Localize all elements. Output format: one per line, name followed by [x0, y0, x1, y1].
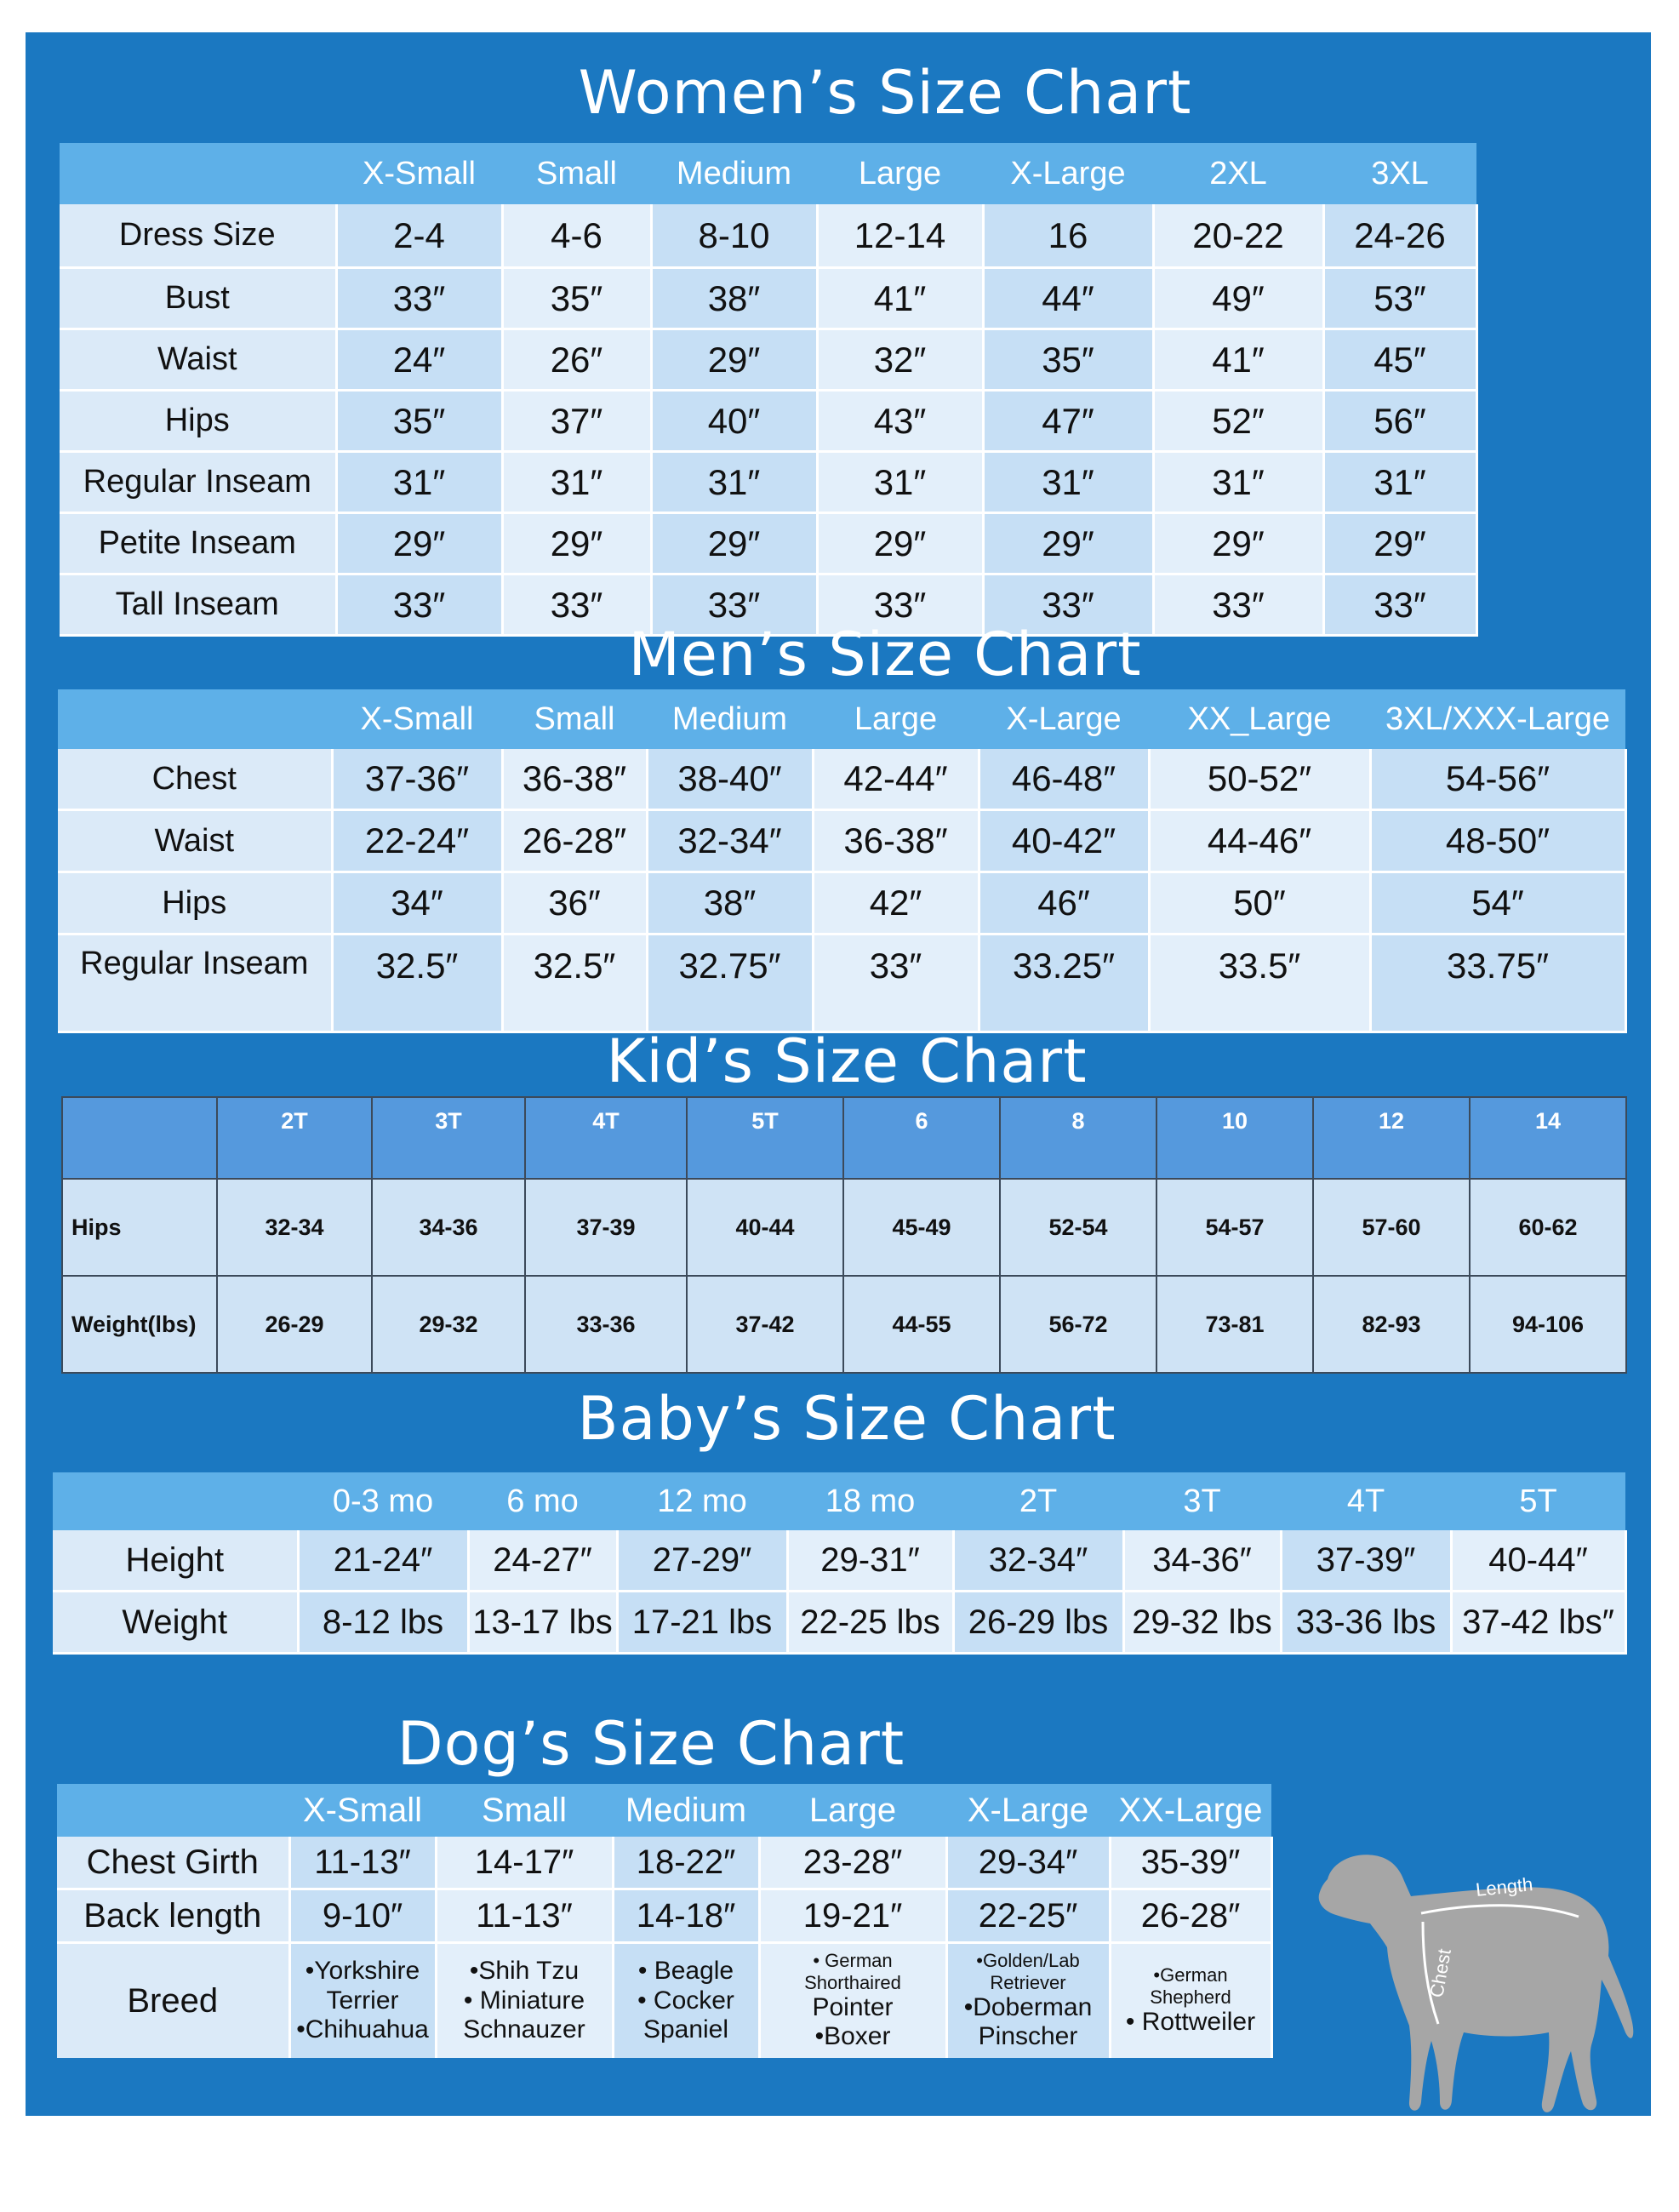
kids-size-header: 3T: [372, 1097, 525, 1179]
men-header-corner: [58, 689, 332, 749]
women-cell: 16: [983, 204, 1153, 268]
baby-size-header: 3T: [1123, 1472, 1281, 1530]
kids-size-header: 5T: [687, 1097, 843, 1179]
kids-cell: 82-93: [1313, 1276, 1470, 1373]
kids-row-label: Weight(lbs): [62, 1276, 217, 1373]
dog-size-header: Large: [759, 1784, 946, 1837]
kids-cell: 73-81: [1156, 1276, 1313, 1373]
men-size-header: X-Large: [979, 689, 1149, 749]
dog-size-header: Medium: [613, 1784, 759, 1837]
women-size-table: [60, 143, 1478, 637]
baby-cell: 17-21 lbs: [617, 1592, 787, 1654]
baby-size-table: [53, 1472, 1627, 1655]
women-cell: 31″: [1153, 452, 1323, 513]
women-cell: 31″: [817, 452, 983, 513]
women-cell: 31″: [983, 452, 1153, 513]
men-cell: 42″: [813, 872, 979, 935]
women-size-header: X-Small: [336, 143, 502, 204]
men-size-header: XX_Large: [1149, 689, 1370, 749]
dog-breed-line: Retriever: [990, 1971, 1066, 1993]
dog-cell: 9-10″: [289, 1889, 436, 1943]
women-cell: 12-14: [817, 204, 983, 268]
women-cell: 45″: [1323, 329, 1476, 391]
baby-row-weight: [53, 1592, 1625, 1654]
women-cell: 29″: [983, 513, 1153, 574]
dog-breed-line: Shepherd: [1150, 1986, 1231, 2008]
kids-cell: 32-34: [217, 1179, 372, 1276]
men-cell: 42-44″: [813, 749, 979, 810]
baby-row-label: Height: [53, 1530, 298, 1592]
men-cell: 40-42″: [979, 810, 1149, 872]
women-row-label: Dress Size: [60, 204, 336, 268]
dog-breed-cell: [1110, 1943, 1271, 2059]
women-size-header: 3XL: [1323, 143, 1476, 204]
dog-row-back-length: [57, 1889, 1271, 1943]
women-cell: 56″: [1323, 391, 1476, 452]
kids-header-corner: [62, 1097, 217, 1179]
women-size-header: 2XL: [1153, 143, 1323, 204]
dog-row-label: Back length: [57, 1889, 289, 1943]
women-cell: 35″: [502, 268, 651, 329]
kids-cell: 45-49: [843, 1179, 1000, 1276]
baby-chart-title: Baby’s Size Chart: [577, 1384, 1116, 1454]
dog-breed-line: •Yorkshire: [305, 1957, 420, 1986]
dog-breed-line: Terrier: [326, 1986, 399, 2015]
women-cell: 49″: [1153, 268, 1323, 329]
kids-cell: 54-57: [1156, 1179, 1313, 1276]
dog-breed-line: Pointer: [812, 1992, 894, 2021]
men-cell: 34″: [332, 872, 502, 935]
dog-breed-line: Schnauzer: [463, 2015, 585, 2044]
baby-size-header: 6 mo: [468, 1472, 617, 1530]
kids-cell: 37-42: [687, 1276, 843, 1373]
kids-size-header: 12: [1313, 1097, 1470, 1179]
kids-size-header: 4T: [525, 1097, 687, 1179]
kids-cell: 26-29: [217, 1276, 372, 1373]
women-cell: 41″: [1153, 329, 1323, 391]
women-cell: 40″: [651, 391, 817, 452]
kids-row-hips: [62, 1179, 1626, 1276]
kids-cell: 34-36: [372, 1179, 525, 1276]
baby-size-header: 4T: [1281, 1472, 1451, 1530]
men-cell: 44-46″: [1149, 810, 1370, 872]
men-size-table: [58, 689, 1627, 1033]
women-row-label: Waist: [60, 329, 336, 391]
men-cell: 36-38″: [813, 810, 979, 872]
kids-size-header: 14: [1470, 1097, 1626, 1179]
kids-chart-title: Kid’s Size Chart: [606, 1026, 1088, 1096]
dog-breed-line: Pinscher: [978, 2022, 1078, 2051]
baby-cell: 8-12 lbs: [298, 1592, 468, 1654]
baby-size-header: 5T: [1451, 1472, 1625, 1530]
men-size-header: Large: [813, 689, 979, 749]
women-cell: 35″: [983, 329, 1153, 391]
dog-breed-cell: [436, 1943, 613, 2059]
women-cell: 29″: [651, 513, 817, 574]
women-cell: 24″: [336, 329, 502, 391]
dog-breed-line: •Boxer: [814, 2022, 891, 2051]
women-cell: 53″: [1323, 268, 1476, 329]
dog-breed-line: •Chihuahua: [296, 2015, 429, 2044]
men-row-waist: [58, 810, 1625, 872]
size-chart-panel: [26, 32, 1651, 2116]
men-row-label: Hips: [58, 872, 332, 935]
women-cell: 38″: [651, 268, 817, 329]
kids-size-header: 6: [843, 1097, 1000, 1179]
men-cell: 46″: [979, 872, 1149, 935]
dog-header-corner: [57, 1784, 289, 1837]
dog-breed-line: •Shih Tzu: [469, 1957, 580, 1986]
women-cell: 29″: [1153, 513, 1323, 574]
kids-cell: 44-55: [843, 1276, 1000, 1373]
kids-row-label: Hips: [62, 1179, 217, 1276]
men-cell: 32.75″: [647, 935, 813, 1032]
men-chart-title: Men’s Size Chart: [628, 620, 1142, 689]
length-label: Length: [1474, 1873, 1534, 1900]
women-cell: 43″: [817, 391, 983, 452]
women-row-label: Tall Inseam: [60, 574, 336, 636]
women-cell: 47″: [983, 391, 1153, 452]
baby-cell: 29-32 lbs: [1123, 1592, 1281, 1654]
dog-row-breed: [57, 1943, 1271, 2059]
men-cell: 38″: [647, 872, 813, 935]
women-cell: 33″: [336, 574, 502, 636]
men-cell: 22-24″: [332, 810, 502, 872]
kids-cell: 94-106: [1470, 1276, 1626, 1373]
baby-cell: 26-29 lbs: [953, 1592, 1123, 1654]
dog-cell: 14-17″: [436, 1837, 613, 1889]
dog-breed-cell: [759, 1943, 946, 2059]
dog-size-header: XX-Large: [1110, 1784, 1271, 1837]
dog-cell: 29-34″: [946, 1837, 1110, 1889]
dog-breed-line: • Cocker: [637, 1986, 734, 2015]
men-cell: 33″: [813, 935, 979, 1032]
dog-size-header: X-Small: [289, 1784, 436, 1837]
women-cell: 37″: [502, 391, 651, 452]
dog-size-header: Small: [436, 1784, 613, 1837]
dog-cell: 26-28″: [1110, 1889, 1271, 1943]
kids-cell: 52-54: [1000, 1179, 1156, 1276]
baby-size-header: 2T: [953, 1472, 1123, 1530]
dog-cell: 11-13″: [289, 1837, 436, 1889]
women-size-header: Large: [817, 143, 983, 204]
dog-size-header: X-Large: [946, 1784, 1110, 1837]
women-cell: 33″: [651, 574, 817, 636]
baby-header-corner: [53, 1472, 298, 1530]
men-row-label: Chest: [58, 749, 332, 810]
men-cell: 33.25″: [979, 935, 1149, 1032]
women-cell: 41″: [817, 268, 983, 329]
women-cell: 35″: [336, 391, 502, 452]
men-size-header: Medium: [647, 689, 813, 749]
kids-cell: 29-32: [372, 1276, 525, 1373]
women-cell: 4-6: [502, 204, 651, 268]
men-cell: 36″: [502, 872, 647, 935]
men-row-hips: [58, 872, 1625, 935]
women-cell: 52″: [1153, 391, 1323, 452]
women-row-label: Bust: [60, 268, 336, 329]
women-cell: 31″: [1323, 452, 1476, 513]
women-cell: 2-4: [336, 204, 502, 268]
baby-header-row: [53, 1472, 1625, 1530]
dog-cell: 19-21″: [759, 1889, 946, 1943]
women-header-corner: [60, 143, 336, 204]
dog-breed-line: • Beagle: [637, 1957, 734, 1986]
men-cell: 54″: [1370, 872, 1625, 935]
dog-breed-line: Shorthaired: [804, 1971, 901, 1993]
men-row-label: Waist: [58, 810, 332, 872]
baby-cell: 24-27″: [468, 1530, 617, 1592]
men-cell: 50″: [1149, 872, 1370, 935]
men-cell: 36-38″: [502, 749, 647, 810]
kids-cell: 56-72: [1000, 1276, 1156, 1373]
baby-cell: 34-36″: [1123, 1530, 1281, 1592]
women-cell: 33″: [1153, 574, 1323, 636]
kids-cell: 37-39: [525, 1179, 687, 1276]
men-size-header: X-Small: [332, 689, 502, 749]
dog-cell: 18-22″: [613, 1837, 759, 1889]
men-row-chest: [58, 749, 1625, 810]
women-cell: 33″: [1323, 574, 1476, 636]
dog-chart-title: Dog’s Size Chart: [397, 1709, 905, 1779]
dog-cell: 35-39″: [1110, 1837, 1271, 1889]
dog-cell: 23-28″: [759, 1837, 946, 1889]
kids-header-row: [62, 1097, 1626, 1179]
kids-cell: 60-62: [1470, 1179, 1626, 1276]
dog-cell: 14-18″: [613, 1889, 759, 1943]
kids-size-header: 8: [1000, 1097, 1156, 1179]
women-cell: 31″: [651, 452, 817, 513]
dog-row-label: Chest Girth: [57, 1837, 289, 1889]
women-cell: 44″: [983, 268, 1153, 329]
kids-cell: 33-36: [525, 1276, 687, 1373]
women-cell: 31″: [336, 452, 502, 513]
baby-cell: 29-31″: [787, 1530, 953, 1592]
women-cell: 29″: [502, 513, 651, 574]
women-cell: 31″: [502, 452, 651, 513]
dog-breed-cell: [946, 1943, 1110, 2059]
women-cell: 33″: [502, 574, 651, 636]
dog-breed-line: •Doberman: [963, 1992, 1093, 2021]
dog-breed-cell: [613, 1943, 759, 2059]
baby-cell: 21-24″: [298, 1530, 468, 1592]
baby-size-header: 12 mo: [617, 1472, 787, 1530]
dog-row-label: Breed: [57, 1943, 289, 2059]
women-cell: 8-10: [651, 204, 817, 268]
kids-row-weight-lbs-: [62, 1276, 1626, 1373]
dog-breed-line: • Rottweiler: [1125, 2008, 1256, 2037]
baby-row-height: [53, 1530, 1625, 1592]
men-cell: 32.5″: [332, 935, 502, 1032]
women-header-row: [60, 143, 1476, 204]
women-cell: 33″: [817, 574, 983, 636]
dog-breed-line: •German: [1153, 1964, 1228, 1986]
women-cell: 29″: [336, 513, 502, 574]
women-size-header: Small: [502, 143, 651, 204]
women-cell: 33″: [983, 574, 1153, 636]
dog-cell: 22-25″: [946, 1889, 1110, 1943]
baby-cell: 13-17 lbs: [468, 1592, 617, 1654]
baby-cell: 37-39″: [1281, 1530, 1451, 1592]
chest-label: Chest: [1425, 1946, 1455, 1999]
women-row-label: Petite Inseam: [60, 513, 336, 574]
kids-cell: 57-60: [1313, 1179, 1470, 1276]
baby-cell: 22-25 lbs: [787, 1592, 953, 1654]
kids-cell: 40-44: [687, 1179, 843, 1276]
women-size-header: Medium: [651, 143, 817, 204]
women-row-petite-inseam: [60, 513, 1476, 574]
women-row-label: Hips: [60, 391, 336, 452]
dog-breed-line: •Golden/Lab: [976, 1950, 1080, 1972]
men-row-regular-inseam: [58, 935, 1625, 1032]
men-cell: 46-48″: [979, 749, 1149, 810]
men-cell: 32.5″: [502, 935, 647, 1032]
men-size-header: Small: [502, 689, 647, 749]
women-row-hips: [60, 391, 1476, 452]
men-size-header: 3XL/XXX-Large: [1370, 689, 1625, 749]
women-cell: 33″: [336, 268, 502, 329]
baby-cell: 40-44″: [1451, 1530, 1625, 1592]
women-cell: 24-26: [1323, 204, 1476, 268]
men-cell: 26-28″: [502, 810, 647, 872]
men-cell: 32-34″: [647, 810, 813, 872]
dog-breed-line: • Miniature: [463, 1986, 585, 2015]
women-cell: 32″: [817, 329, 983, 391]
women-cell: 20-22: [1153, 204, 1323, 268]
men-cell: 33.5″: [1149, 935, 1370, 1032]
men-cell: 50-52″: [1149, 749, 1370, 810]
men-cell: 33.75″: [1370, 935, 1625, 1032]
women-cell: 29″: [651, 329, 817, 391]
men-header-row: [58, 689, 1625, 749]
kids-size-header: 2T: [217, 1097, 372, 1179]
women-row-dress-size: [60, 204, 1476, 268]
women-cell: 29″: [1323, 513, 1476, 574]
women-row-bust: [60, 268, 1476, 329]
women-row-regular-inseam: [60, 452, 1476, 513]
kids-size-header: 10: [1156, 1097, 1313, 1179]
men-cell: 37-36″: [332, 749, 502, 810]
men-cell: 38-40″: [647, 749, 813, 810]
baby-row-label: Weight: [53, 1592, 298, 1654]
men-cell: 48-50″: [1370, 810, 1625, 872]
dog-size-table: [57, 1784, 1273, 2058]
baby-size-header: 18 mo: [787, 1472, 953, 1530]
dog-breed-line: Spaniel: [642, 2015, 729, 2044]
dog-row-chest-girth: [57, 1837, 1271, 1889]
men-row-label: Regular Inseam: [58, 935, 332, 1032]
women-cell: 29″: [817, 513, 983, 574]
women-size-header: X-Large: [983, 143, 1153, 204]
women-chart-title: Women’s Size Chart: [578, 58, 1192, 128]
dog-measurement-diagram: [1294, 1828, 1651, 2135]
dog-breed-cell: [289, 1943, 436, 2059]
baby-cell: 27-29″: [617, 1530, 787, 1592]
baby-size-header: 0-3 mo: [298, 1472, 468, 1530]
dog-header-row: [57, 1784, 1271, 1837]
dog-cell: 11-13″: [436, 1889, 613, 1943]
dog-breed-line: • German: [813, 1950, 893, 1972]
women-cell: 26″: [502, 329, 651, 391]
baby-cell: 33-36 lbs: [1281, 1592, 1451, 1654]
kids-size-table: [61, 1096, 1627, 1374]
women-row-label: Regular Inseam: [60, 452, 336, 513]
baby-cell: 37-42 lbs″: [1451, 1592, 1625, 1654]
baby-cell: 32-34″: [953, 1530, 1123, 1592]
women-row-waist: [60, 329, 1476, 391]
men-cell: 54-56″: [1370, 749, 1625, 810]
